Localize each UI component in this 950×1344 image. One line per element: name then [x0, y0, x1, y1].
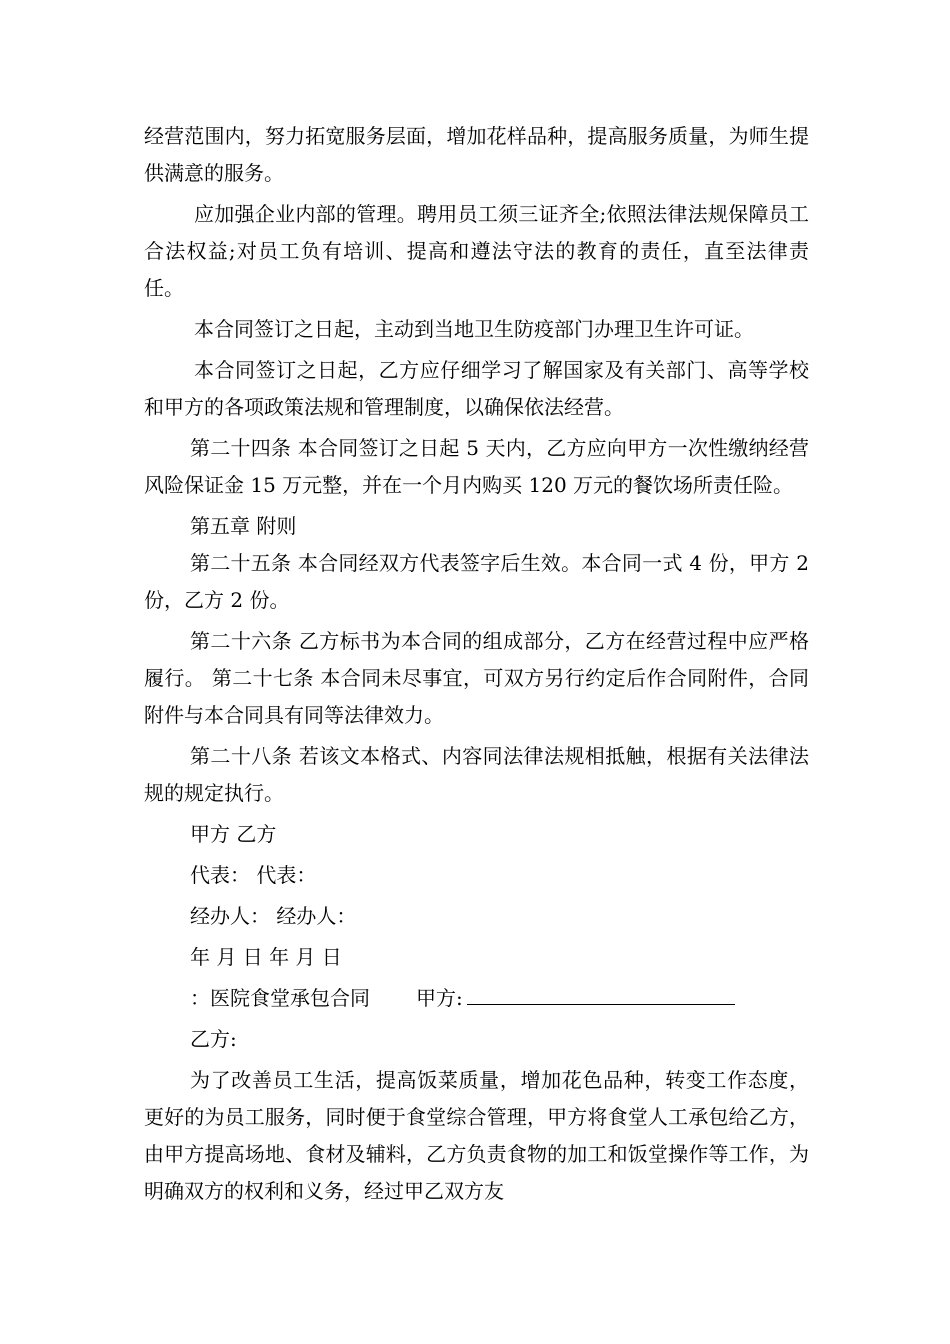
party-b-label: 乙方:: [190, 1027, 237, 1051]
signature-representatives: 代表： 代表：: [190, 863, 317, 887]
article-24: 第二十四条 本合同签订之日起 5 天内，乙方应向甲方一次性缴纳经营风险保证金 15 万元整，并在一个月内购买 120 万元的餐饮场所责任险。: [144, 436, 809, 497]
contract-title-line: [144, 980, 809, 1017]
article-25: 第二十五条 本合同经双方代表签字后生效。本合同一式 4 份，甲方 2 份，乙方 2 份。: [144, 551, 809, 612]
party-a-label: 甲方:: [416, 986, 463, 1010]
contract-title: ：医院食堂承包合同: [190, 986, 370, 1010]
paragraph-internal-management: 应加强企业内部的管理。聘用员工须三证齐全;依照法律法规保障员工合法权益;对员工负有培训、提高和遵法守法的教育的责任，直至法律责任。: [144, 202, 809, 300]
signature-dates: 年 月 日 年 月 日: [190, 945, 342, 969]
article-26-27: 第二十六条 乙方标书为本合同的组成部分，乙方在经营过程中应严格履行。 第二十七条 本合同未尽事宜，可双方另行约定后作合同附件，合同附件与本合同具有同等法律效力。: [144, 629, 809, 727]
signature-parties: 甲方 乙方: [190, 822, 277, 846]
document-body: [144, 118, 809, 1210]
intro-paragraph: 为了改善员工生活，提高饭菜质量，增加花色品种，转变工作态度，更好的为员工服务，同时便于食堂综合管理，甲方将食堂人工承包给乙方，由甲方提高场地、食材及辅料，乙方负责食物的加工和饭堂操作等工作，为明确双方的权利和义务，经过甲乙双方友: [144, 1068, 809, 1203]
paragraph-service-scope: 经营范围内，努力拓宽服务层面，增加花样品种，提高服务质量，为师生提供满意的服务。: [144, 124, 809, 185]
chapter-5-heading: 第五章 附则: [190, 514, 297, 538]
paragraph-health-permit: 本合同签订之日起，主动到当地卫生防疫部门办理卫生许可证。: [194, 317, 754, 341]
paragraph-study-regulations: 本合同签订之日起，乙方应仔细学习了解国家及有关部门、高等学校和甲方的各项政策法规和管理制度，以确保依法经营。: [144, 358, 809, 419]
party-a-signature-line: [467, 984, 735, 1005]
article-28: 第二十八条 若该文本格式、内容同法律法规相抵触，根据有关法律法规的规定执行。: [144, 744, 809, 805]
signature-handlers: 经办人： 经办人：: [190, 904, 357, 928]
